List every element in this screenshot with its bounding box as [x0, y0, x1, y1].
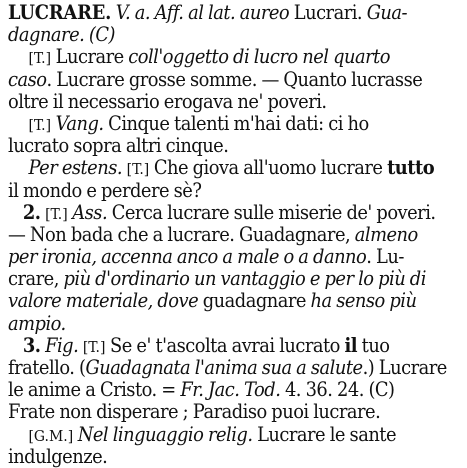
text-run: Vang.	[55, 111, 104, 135]
text-run: — Non bada che a lucrare. Guadagnare,	[8, 222, 355, 246]
text-run: Se e' t'ascolta avrai lucrato	[105, 333, 345, 357]
text-run: Frate non disperare ; Paradiso puoi lucrare.	[8, 400, 381, 424]
text-run: . Lucrare grosse somme. — Quanto lucrasse	[46, 67, 423, 91]
text-run: il mondo e perdere sè?	[8, 178, 202, 202]
line-15	[8, 313, 427, 335]
text-run: [T.]	[126, 160, 150, 179]
line-14	[8, 290, 427, 312]
text-run: Cinque talenti m'hai dati: ci ho	[103, 111, 369, 135]
line-6	[8, 113, 427, 135]
text-run: caso	[8, 67, 47, 91]
text-run: almeno	[354, 222, 418, 246]
text-run: Per estens.	[28, 156, 123, 180]
text-run: fratello. (	[8, 356, 86, 379]
text-run: LUCRARE.	[8, 1, 112, 24]
text-run: più d'ordinario un vantaggio e per lo più di	[63, 267, 426, 291]
text-run: Gua-	[366, 1, 408, 24]
text-run: Lucrare	[51, 45, 129, 69]
line-19	[8, 401, 427, 423]
line-21	[8, 446, 427, 468]
line-2	[8, 24, 427, 46]
line-16	[8, 335, 427, 357]
text-run: Lucrari.	[289, 1, 367, 24]
line-10	[8, 200, 436, 224]
line-4	[8, 69, 427, 91]
text-run: al lat. aureo	[188, 1, 290, 24]
text-run: Guadagnata l'anima sua a salute	[85, 356, 363, 379]
text-run: crare,	[8, 267, 64, 291]
text-run: 3.	[22, 333, 41, 357]
text-run: Nel linguaggio relig.	[77, 422, 253, 446]
text-run: oltre il necessario erogava ne' poveri.	[8, 89, 327, 113]
line-18	[8, 379, 427, 401]
text-run: [T.]	[28, 115, 52, 134]
text-run: indulgenze.	[8, 444, 108, 468]
text-run: valore materiale, dove	[8, 289, 199, 313]
text-run: . Lu-	[366, 245, 404, 269]
text-run: Che giova all'uomo lucrare	[149, 156, 388, 180]
text-run: per ironia, accenna anco a male o a danno	[8, 245, 367, 269]
text-run: 4. 36. 24. (C)	[280, 378, 395, 402]
text-run: Ass.	[72, 200, 108, 224]
text-run: V. a. Aff.	[115, 1, 184, 24]
line-7	[8, 135, 427, 157]
line-13	[8, 268, 427, 290]
text-run: .) Lucrare	[362, 356, 447, 379]
text-run: dagnare. (C)	[8, 23, 115, 47]
text-run: guadagnare	[198, 289, 311, 313]
text-run: Fig.	[45, 333, 79, 357]
text-run: ha senso più	[310, 289, 417, 313]
text-run: ampio.	[8, 311, 66, 335]
line-17	[8, 356, 447, 379]
text-run: le anime a Cristo. =	[8, 378, 181, 402]
line-5	[8, 91, 427, 113]
line-9	[8, 180, 427, 202]
text-run: tuo	[357, 333, 390, 357]
line-1	[8, 2, 427, 24]
text-run: 2.	[22, 200, 41, 224]
line-20	[8, 424, 427, 446]
text-run: lucrato sopra altri cinque.	[8, 134, 229, 158]
text-run: [T.]	[28, 49, 52, 68]
line-8	[8, 156, 435, 180]
line-3	[8, 46, 427, 68]
line-11	[8, 224, 427, 246]
text-run: tutto	[387, 156, 435, 180]
text-run: [T.]	[82, 337, 106, 356]
text-run: [G.M.]	[28, 426, 74, 445]
text-run: coll'oggetto di lucro nel quarto	[128, 45, 391, 69]
text-run: Fr. Jac. Tod.	[180, 378, 281, 402]
line-12	[8, 246, 427, 268]
text-run: Cerca lucrare sulle miserie de' poveri.	[107, 200, 436, 224]
text-run: [T.]	[45, 204, 68, 223]
text-run: il	[344, 333, 358, 357]
text-run: Lucrare le sante	[252, 422, 397, 446]
